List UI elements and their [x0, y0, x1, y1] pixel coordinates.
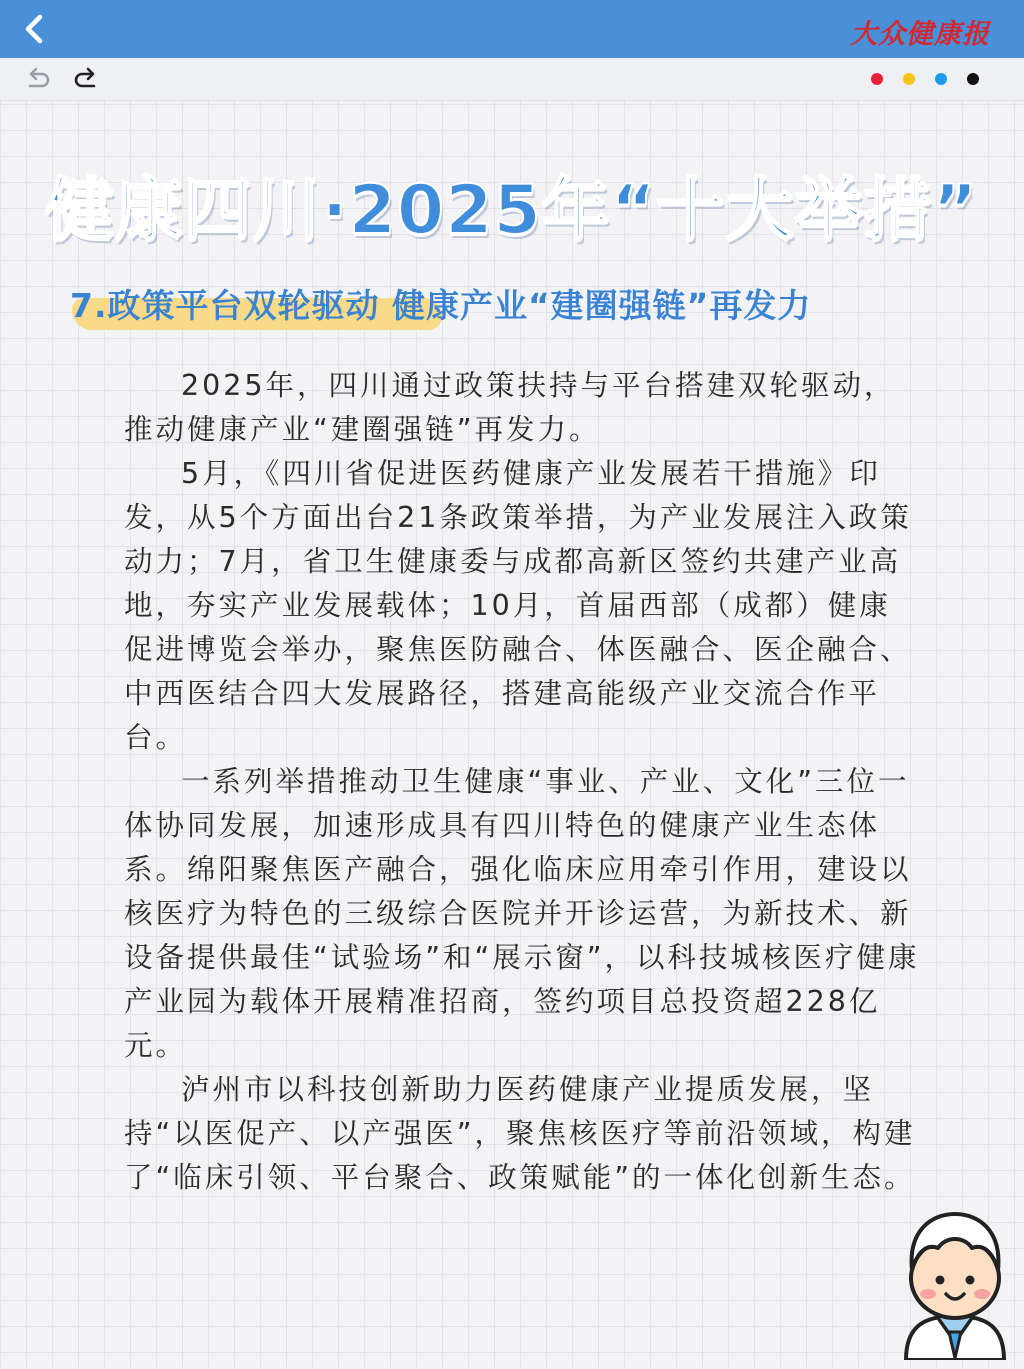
paragraph: 2025年，四川通过政策扶持与平台搭建双轮驱动，推动健康产业“建圈强链”再发力。: [124, 369, 896, 446]
subtitle: 7.政策平台双轮驱动 健康产业“建圈强链”再发力: [70, 286, 812, 325]
chevron-left-icon: [22, 14, 46, 44]
yellow-dot: [903, 73, 915, 85]
paragraph: 5月，《四川省促进医药健康产业发展若干措施》印发，从5个方面出台21条政策举措，为产业发展注入政策动力；7月，省卫生健康委与成都高新区签约共建产业高地，夯实产业发展载体；10月，首届西部（成都）健康促进博览会举办，聚焦医防融合、体医融合、医企融合、中西医结合四大发展路径，搭建高能级产业交流合作平台。: [124, 457, 912, 754]
back-button[interactable]: [14, 9, 54, 49]
redo-button[interactable]: [72, 66, 100, 92]
top-bar: [0, 0, 1024, 58]
page-title: 健康四川·2025年“十大举措”: [45, 171, 979, 250]
brand-logo: 大众健康报: [850, 19, 990, 50]
red-dot: [871, 73, 883, 85]
black-dot: [967, 73, 979, 85]
doctor-mascot-illustration: [892, 1200, 1018, 1360]
blue-dot: [935, 73, 947, 85]
undo-button[interactable]: [24, 66, 52, 92]
undo-icon: [24, 66, 52, 92]
paragraph: 一系列举措推动卫生健康“事业、产业、文化”三位一体协同发展，加速形成具有四川特色的健康产业生态体系。绵阳聚焦医产融合，强化临床应用牵引作用，建设以核医疗为特色的三级综合医院并开诊运营，为新技术、新设备提供最佳“试验场”和“展示窗”，以科技城核医疗健康产业园为载体开展精准招商，签约项目总投资超228亿元。: [124, 765, 920, 1062]
article-body: [124, 364, 920, 1200]
redo-icon: [72, 66, 100, 92]
paragraph: 泸州市以科技创新助力医药健康产业提质发展，坚持“以医促产、以产强医”，聚焦核医疗等前沿领域，构建了“临床引领、平台聚合、政策赋能”的一体化创新生态。: [124, 1073, 916, 1194]
